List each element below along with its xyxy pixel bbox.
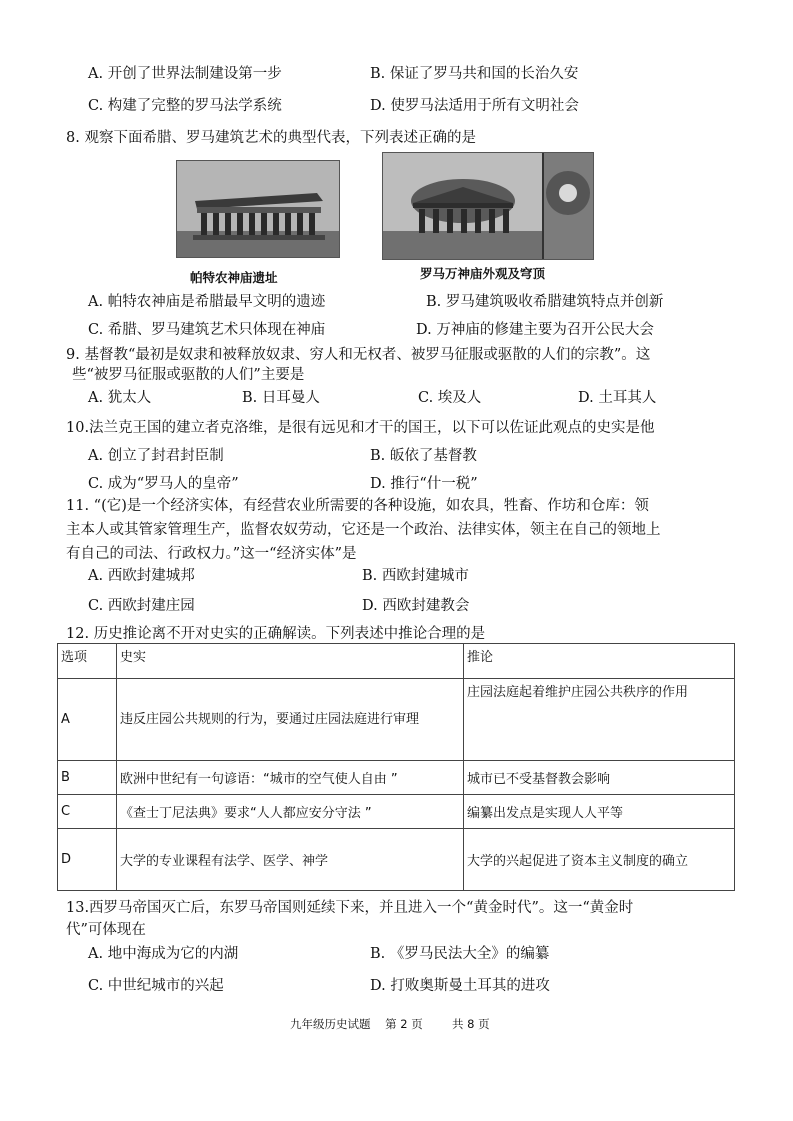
table-row	[58, 829, 735, 891]
row-option: C	[58, 795, 117, 829]
q8-option-a: A. 帕特农神庙是希腊最早文明的遗迹	[88, 294, 326, 310]
q11-option-b: B. 西欧封建城市	[362, 568, 469, 584]
q13-option-b: B. 《罗马民法大全》的编纂	[370, 946, 550, 962]
q10-option-b: B. 皈依了基督教	[370, 448, 477, 464]
row-fact: 欧洲中世纪有一句谚语：“城市的空气使人自由 ”	[117, 761, 464, 795]
q11-option-d: D. 西欧封建教会	[362, 598, 470, 614]
q9-stem-line2: 些“被罗马征服或驱散的人们”主要是	[72, 367, 305, 383]
table-row	[58, 795, 735, 829]
parthenon-photo	[176, 160, 340, 258]
q12-stem: 12. 历史推论离不开对史实的正确解读。下列表述中推论合理的是	[66, 626, 486, 642]
row-inference: 编纂出发点是实现人人平等	[464, 795, 735, 829]
page-footer: 九年级历史试题 第 2 页 共 8 页	[290, 1017, 490, 1031]
header-inference: 推论	[464, 644, 735, 679]
q8-stem: 8. 观察下面希腊、罗马建筑艺术的典型代表，下列表述正确的是	[66, 130, 476, 146]
row-option: A	[58, 679, 117, 761]
table-row	[58, 679, 735, 761]
table-row	[58, 761, 735, 795]
q13-option-a: A. 地中海成为它的内湖	[88, 946, 239, 962]
row-option: B	[58, 761, 117, 795]
q8-option-c: C. 希腊、罗马建筑艺术只体现在神庙	[88, 322, 326, 338]
q10-option-a: A. 创立了封君封臣制	[88, 448, 224, 464]
row-fact: 大学的专业课程有法学、医学、神学	[117, 829, 464, 891]
header-fact: 史实	[117, 644, 464, 679]
header-option: 选项	[58, 644, 117, 679]
q7-option-a: A. 开创了世界法制建设第一步	[88, 66, 282, 82]
q10-option-c: C. 成为“罗马人的皇帝”	[88, 476, 239, 492]
q13-option-d: D. 打败奥斯曼土耳其的进攻	[370, 978, 550, 994]
q10-option-d: D. 推行“什一税”	[370, 476, 478, 492]
q11-stem-line2: 主本人或其管家管理生产，监督农奴劳动，它还是一个政治、法律实体，领主在自己的领地上	[66, 522, 661, 538]
table-header-row	[58, 644, 735, 679]
row-inference: 大学的兴起促进了资本主义制度的确立	[464, 829, 735, 891]
q13-stem-line1: 13.西罗马帝国灭亡后，东罗马帝国则延续下来，并且进入一个“黄金时代”。这一“黄金时	[66, 900, 634, 916]
q9-option-c: C. 埃及人	[418, 390, 482, 406]
q9-option-d: D. 土耳其人	[578, 390, 657, 406]
q11-stem-line3: 有自己的司法、行政权力。”这一“经济实体”是	[66, 546, 357, 562]
row-inference: 庄园法庭起着维护庄园公共秩序的作用	[464, 679, 735, 761]
row-option: D	[58, 829, 117, 891]
q7-option-b: B. 保证了罗马共和国的长治久安	[370, 66, 579, 82]
q8-option-d: D. 万神庙的修建主要为召开公民大会	[416, 322, 654, 338]
q8-option-b: B. 罗马建筑吸收希腊建筑特点并创新	[426, 294, 664, 310]
photo-caption-pantheon: 罗马万神庙外观及穹顶	[420, 266, 546, 281]
pantheon-photo	[382, 152, 594, 260]
q10-stem: 10.法兰克王国的建立者克洛维，是很有远见和才干的国王，以下可以佐证此观点的史实是他	[66, 420, 655, 436]
q9-stem-line1: 9. 基督教“最初是奴隶和被释放奴隶、穷人和无权者、被罗马征服或驱散的人们的宗教”。这	[66, 347, 651, 363]
q11-stem-line1: 11. “(它)是一个经济实体，有经营农业所需要的各种设施，如农具，牲畜、作坊和仓库：领	[66, 498, 649, 514]
photo-caption-parthenon: 帕特农神庙遗址	[190, 270, 278, 285]
q7-option-d: D. 使罗马法适用于所有文明社会	[370, 98, 579, 114]
row-fact: 《查士丁尼法典》要求“人人都应安分守法 ”	[117, 795, 464, 829]
q11-option-a: A. 西欧封建城邦	[88, 568, 195, 584]
q11-option-c: C. 西欧封建庄园	[88, 598, 195, 614]
row-fact: 违反庄园公共规则的行为，要通过庄园法庭进行审理	[117, 679, 464, 761]
q13-option-c: C. 中世纪城市的兴起	[88, 978, 224, 994]
q12-table	[57, 643, 735, 891]
q13-stem-line2: 代”可体现在	[66, 922, 146, 938]
row-inference: 城市已不受基督教会影响	[464, 761, 735, 795]
q7-option-c: C. 构建了完整的罗马法学系统	[88, 98, 282, 114]
q9-option-a: A. 犹太人	[88, 390, 152, 406]
q9-option-b: B. 日耳曼人	[242, 390, 320, 406]
